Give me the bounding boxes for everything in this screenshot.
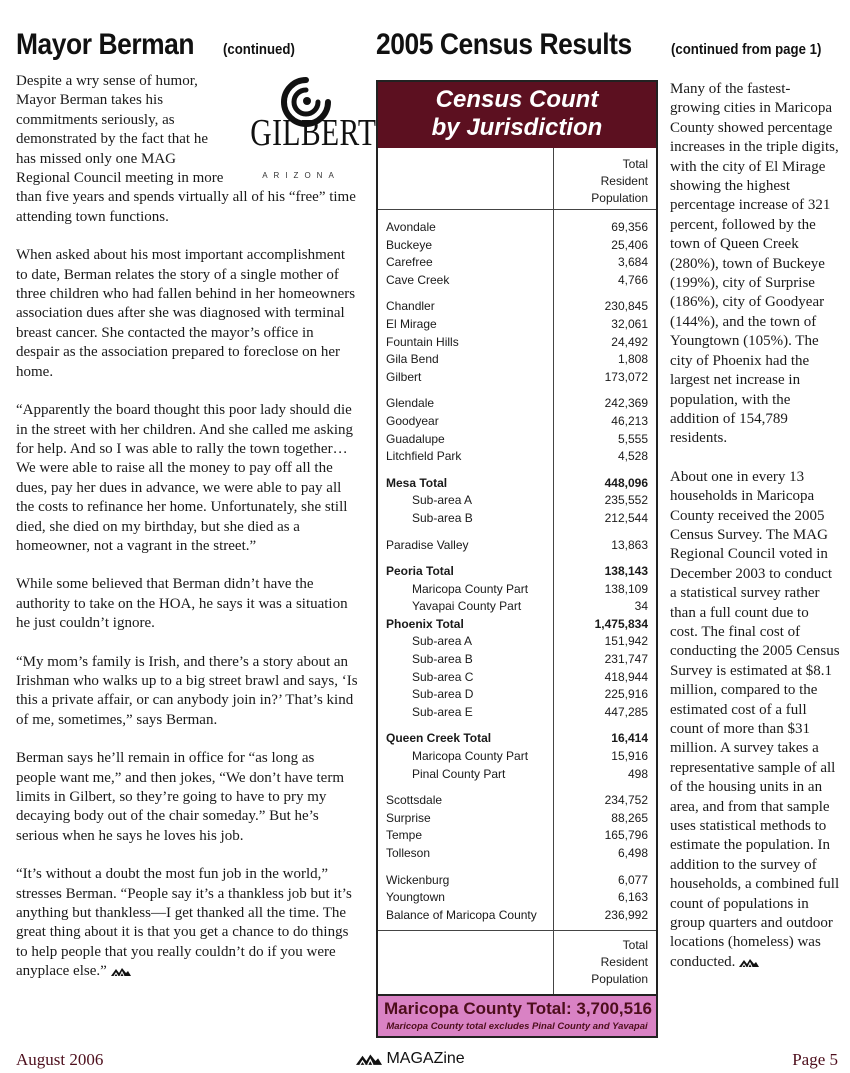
- census-row-value: 165,796: [604, 828, 648, 843]
- census-row: [378, 272, 656, 290]
- census-row-name: Yavapai County Part: [412, 599, 522, 614]
- census-row-name: Mesa Total: [386, 475, 448, 490]
- census-row-name: Glendale: [386, 396, 435, 411]
- census-row-name: Sub-area B: [412, 510, 473, 525]
- footer-brand-name: MAGAZine: [386, 1050, 465, 1067]
- census-row-value: 16,414: [611, 731, 648, 746]
- census-row-value: 448,096: [604, 475, 648, 490]
- census-row-value: 230,845: [604, 299, 648, 314]
- census-row-name: Avondale: [386, 220, 436, 234]
- census-row-name: Sub-area E: [412, 704, 473, 719]
- census-row-value: 46,213: [611, 413, 648, 428]
- census-row-value: 15,916: [611, 749, 648, 764]
- census-row: [378, 510, 656, 528]
- census-row-value: 24,492: [611, 334, 648, 349]
- census-row-value: 6,077: [617, 872, 648, 887]
- left-paragraph: Despite a wry sense of humor, Mayor Berman takes his commitments seriously, as demonstrated by the fact that he has missed only one MAG Regional Council meeting in more than five years and spends virtually all of his “free” time attending town functions.: [16, 73, 356, 225]
- census-row-value: 138,143: [604, 564, 648, 579]
- left-paragraph: While some believed that Berman didn’t have the authority to take on the HOA, he says it was a situation he just couldn’t ignore.: [16, 576, 348, 632]
- census-row-value: 235,552: [604, 493, 648, 508]
- census-row-value: 498: [627, 766, 648, 781]
- census-row: [378, 395, 656, 413]
- census-row: [378, 369, 656, 387]
- census-row: [378, 616, 656, 634]
- census-row-value: 1,808: [617, 352, 648, 367]
- census-row-name: Sub-area A: [412, 634, 473, 649]
- census-row: [378, 669, 656, 687]
- mag-mountain-icon: [739, 958, 759, 967]
- left-paragraph-text: “It’s without a doubt the most fun job in the world,” stresses Berman. “People say it’s a thankless job but it’s anything but thankless—I get thanked all the time. The great thing about it is that you get a chance to do things to help people that you really couldn’t do if you were anyplace else.”: [16, 866, 352, 980]
- census-row: [378, 413, 656, 431]
- census-row-value: 69,356: [611, 220, 648, 234]
- census-row-value: 151,942: [604, 634, 648, 649]
- census-row-value: 4,528: [617, 449, 648, 464]
- census-row-name: Paradise Valley: [386, 537, 469, 552]
- right-column: [376, 28, 840, 1033]
- census-rows: [378, 219, 656, 930]
- census-row-value: 231,747: [604, 652, 648, 667]
- census-row-value: 6,163: [617, 890, 648, 905]
- census-row-value: 25,406: [611, 237, 648, 252]
- census-row-name: Tolleson: [386, 846, 431, 860]
- census-row-name: Sub-area C: [412, 669, 474, 684]
- census-row: [378, 254, 656, 272]
- census-row-name: Pinal County Part: [412, 766, 506, 781]
- census-row-name: Tempe: [386, 828, 423, 843]
- census-row: [378, 907, 656, 925]
- mag-mountain-icon: [356, 1053, 382, 1065]
- left-paragraph: “My mom’s family is Irish, and there’s a story about an Irishman who walks up to a big street brawl and says, ‘Is this a private affair, or can anybody join in?’ That’s kind of me, sometimes,” says Berman.: [16, 653, 358, 728]
- census-row-name: Queen Creek Total: [386, 731, 492, 746]
- census-row-value: 32,061: [611, 316, 648, 331]
- header-line: Total: [622, 938, 648, 953]
- census-row-name: Cave Creek: [386, 272, 450, 287]
- census-row: [378, 334, 656, 352]
- census-row: [378, 237, 656, 255]
- header-line: Population: [591, 972, 648, 987]
- census-row: [378, 845, 656, 863]
- census-row: [378, 351, 656, 369]
- census-row-name: Maricopa County Part: [412, 581, 529, 596]
- left-column: [16, 28, 377, 1001]
- census-row-name: Sub-area A: [412, 493, 473, 508]
- census-table-title-line1: Census Count: [435, 86, 599, 113]
- census-row: [378, 651, 656, 669]
- census-row-value: 1,475,834: [594, 616, 648, 631]
- census-row-name: Sub-area B: [412, 652, 473, 667]
- census-row: [378, 889, 656, 907]
- census-row: [378, 298, 656, 316]
- footer-page-number: Page 5: [792, 1050, 838, 1069]
- census-row: [378, 563, 656, 581]
- census-row: [378, 431, 656, 449]
- right-heading-title: 2005 Census Results: [376, 28, 632, 61]
- census-row-value: 242,369: [604, 396, 648, 411]
- census-table-title: [378, 82, 656, 148]
- census-row: [378, 810, 656, 828]
- census-row-name: Fountain Hills: [386, 334, 459, 349]
- census-row-value: 225,916: [604, 687, 648, 702]
- mag-mountain-icon: [111, 967, 131, 976]
- header-line: Population: [591, 191, 648, 205]
- census-row-name: El Mirage: [386, 316, 437, 331]
- census-row: [378, 598, 656, 616]
- right-paragraph-text: About one in every 13 households in Maricopa County received the 2005 Census Survey. The MAG Regional Council voted in December 2003 to conduct a statistical survey rather than a full count due to cost. The final cost of conducting the 2005 Census Survey is estimated at $8.1 million, compared to the estimated cost of a full count of more than $31 million. A survey takes a representative sample of all of the housing units in an area, and from that sample uses statistical methods to estimate the population. In addition to the survey of households, a combined full count of populations in group quarters and outdoor locations (homeless) was conducted.: [670, 468, 840, 970]
- footer-date: August 2006: [16, 1050, 104, 1069]
- left-paragraph: “Apparently the board thought this poor lady should die in the street with her children. And she called me asking for help. And so I was able to rally the town together…We were able to raise all the money to pay off all the dues, pay her dues in advance, we were able to pay all the costs to refinance her home. Unfortunately, she still died, she died on my birthday, but she died as a homeowner, not a vagrant in the street.”: [16, 402, 353, 554]
- right-paragraph: [670, 468, 840, 973]
- census-table-header: [378, 148, 656, 210]
- gilbert-logo: [236, 72, 377, 182]
- census-table-total: [378, 994, 656, 1036]
- census-row: [378, 537, 656, 555]
- census-row-value: 13,863: [611, 537, 648, 552]
- census-row-value: 5,555: [617, 431, 648, 446]
- census-table-title-line2: by Jurisdiction: [431, 114, 603, 141]
- census-table-body: [378, 148, 656, 994]
- census-row: [378, 448, 656, 466]
- header-line: Total: [622, 157, 648, 171]
- right-heading: [376, 28, 838, 72]
- census-row-name: Goodyear: [386, 413, 439, 428]
- page-footer: [16, 1050, 838, 1070]
- census-row-name: Carefree: [386, 255, 433, 270]
- census-row: [378, 581, 656, 599]
- right-article: [670, 80, 840, 991]
- census-row-value: 236,992: [604, 907, 648, 922]
- left-heading-title: Mayor Berman: [16, 28, 195, 61]
- left-heading-sub: (continued): [222, 41, 295, 58]
- census-table-footer-header: [378, 930, 656, 994]
- county-total: [384, 999, 653, 1019]
- census-row: [378, 748, 656, 766]
- census-row-name: Peoria Total: [386, 564, 454, 579]
- census-row-name: Maricopa County Part: [412, 749, 529, 764]
- census-row-value: 138,109: [604, 581, 648, 596]
- right-heading-sub: (continued from page 1): [671, 41, 822, 58]
- census-row-value: 173,072: [604, 369, 648, 384]
- census-row: [378, 872, 656, 890]
- census-row: [378, 686, 656, 704]
- census-row: [378, 633, 656, 651]
- census-row-name: Phoenix Total: [386, 616, 464, 631]
- census-row-name: Youngtown: [386, 890, 445, 905]
- county-total-note: Maricopa County total excludes Pinal County and Yavapai: [386, 1021, 648, 1033]
- left-paragraph: [16, 865, 358, 981]
- header-line: Resident: [600, 955, 648, 970]
- census-row-value: 6,498: [617, 846, 648, 860]
- census-row: [378, 766, 656, 784]
- column-divider: [553, 148, 554, 994]
- census-row-name: Gila Bend: [386, 352, 439, 367]
- census-row-name: Surprise: [386, 810, 431, 825]
- left-heading: [16, 28, 358, 72]
- census-table: [376, 80, 658, 1038]
- left-article: [16, 72, 377, 982]
- census-row: [378, 730, 656, 748]
- census-row-value: 88,265: [611, 810, 648, 825]
- census-row-value: 3,684: [617, 255, 648, 270]
- census-row-name: Balance of Maricopa County: [386, 907, 537, 922]
- census-row: [378, 219, 656, 237]
- census-row: [378, 704, 656, 722]
- census-row-name: Sub-area D: [412, 687, 474, 702]
- census-row-name: Wickenburg: [386, 872, 450, 887]
- left-paragraph: When asked about his most important accomplishment to date, Berman relates the story of a single mother of three children who had fallen behind in her homeowners association dues after she was diagnosed with terminal breast cancer. She contacted the mayor’s office in despair as the association prepared to foreclose on her home.: [16, 247, 356, 380]
- census-row: [378, 492, 656, 510]
- census-row-name: Gilbert: [386, 369, 422, 384]
- logo-sub: ARIZONA: [262, 171, 340, 180]
- logo-name: GILBERT: [250, 112, 377, 154]
- census-row-name: Chandler: [386, 299, 435, 314]
- census-row-name: Scottsdale: [386, 793, 443, 808]
- census-row: [378, 316, 656, 334]
- county-total-label: Maricopa County Total:: [384, 999, 572, 1019]
- census-row-value: 234,752: [604, 793, 648, 808]
- census-row-name: Litchfield Park: [386, 449, 462, 464]
- footer-brand: [356, 1050, 465, 1068]
- right-paragraph: Many of the fastest-growing cities in Maricopa County showed percentage increases in the triple digits, with the city of El Mirage showing the highest percentage increase of 321 percent, followed by the town of Queen Creek (280%), town of Buckeye (199%), city of Surprise (186%), city of Goodyear (144%), and the town of Youngtown (105%). The city of Phoenix had the largest net increase in population, with the addition of 154,789 residents.: [670, 81, 839, 447]
- census-row-value: 34: [634, 599, 648, 614]
- county-total-value: 3,700,516: [576, 999, 653, 1019]
- census-row-name: Buckeye: [386, 237, 433, 252]
- census-row: [378, 792, 656, 810]
- census-row: [378, 827, 656, 845]
- census-row-name: Guadalupe: [386, 431, 445, 446]
- census-row-value: 418,944: [604, 669, 648, 684]
- header-line: Resident: [600, 174, 648, 188]
- census-row-value: 212,544: [604, 510, 648, 525]
- census-row-value: 447,285: [604, 704, 648, 719]
- left-paragraph: Berman says he’ll remain in office for “as long as people want me,” and then jokes, “We don’t have term limits in Gilbert, so they’re going to have to pry my decaying body out of the chair someday.” But he’s serious when he says he loves his job.: [16, 750, 344, 844]
- census-row: [378, 475, 656, 493]
- census-row-value: 4,766: [617, 272, 648, 287]
